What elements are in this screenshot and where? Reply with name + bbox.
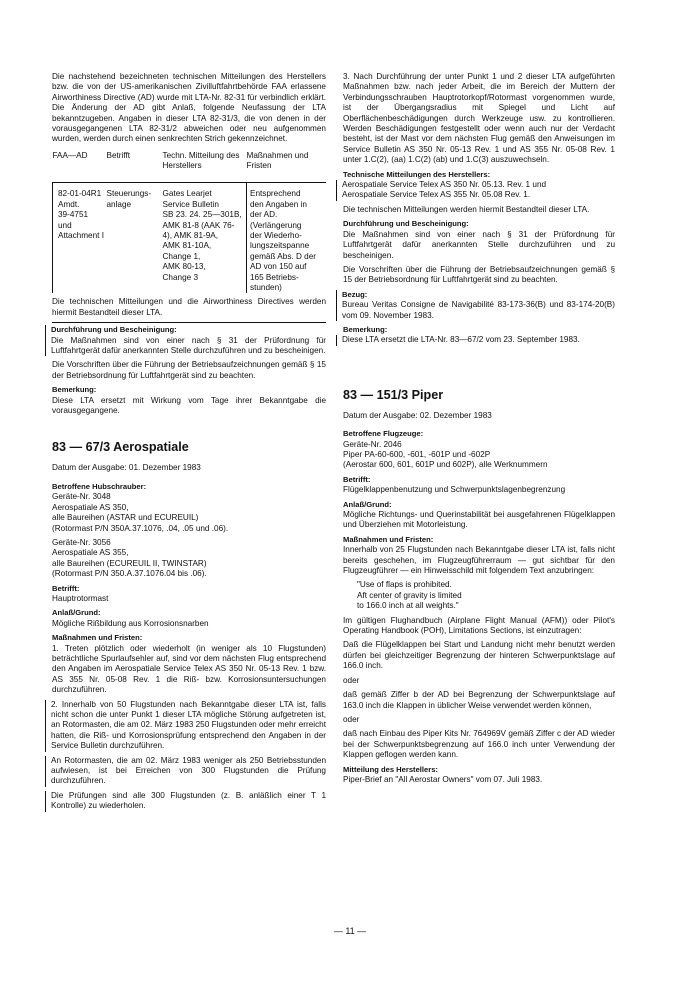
paragraph: oder bbox=[343, 675, 360, 685]
after-table-text: Die technischen Mitteilungen und die Airworthiness Directives werden hiermit Bestandteil dieser LTA. bbox=[52, 297, 326, 317]
paragraph: Mögliche Richtungs- und Querinstabilität bei ausgefahrenen Flügelklappen und Überziehen mit Motorleistung. bbox=[343, 510, 615, 530]
table-header: Betrifft bbox=[106, 150, 131, 160]
paragraph: Daß die Flügelklappen bei Start und Landung nicht mehr benutzt werden dürfen bei gleichzeitiger Begrenzung der hinteren Schwerpunktslage auf 166.0 inch. bbox=[343, 640, 615, 671]
section-label: Maßnahmen und Fristen: bbox=[343, 534, 434, 544]
paragraph: Diese LTA ersetzt die LTA-Nr. 83—67/2 vom 23. September 1983. bbox=[336, 335, 615, 345]
section-label: Betroffene Hubschrauber: bbox=[52, 481, 147, 491]
paragraph: oder bbox=[343, 714, 360, 724]
section-label: Durchführung und Bescheinigung: bbox=[343, 219, 469, 229]
table-header: Techn. Mitteilung des Herstellers bbox=[162, 150, 240, 171]
paragraph: Die Vorschriften über die Führung der Betriebsaufzeichnungen gemäß § 15 der Betriebsordnung für Luftfahrtgerät sind zu beachten. bbox=[343, 264, 615, 285]
paragraph: Innerhalb von 25 Flugstunden nach Bekanntgabe dieser LTA ist, falls nicht bereits geschehen, im Flugzeugführerraum — gut sichtbar für den Flugzeugführer — ein Hinweisschild mit folgendem Text anzubringen: bbox=[343, 545, 615, 576]
paragraph: Diese LTA ersetzt mit Wirkung vom Tage ihrer Bekanntgabe die vorausgegangene. bbox=[52, 395, 326, 416]
paragraph: Bureau Veritas Consigne de Navigabilité 83-173-36(B) und 83-174-20(B) vom 09. November 1983. bbox=[342, 300, 615, 320]
paragraph: Die Vorschriften über die Führung der Betriebsaufzeichnungen gemäß § 15 der Betriebsordnung für Luftfahrtgerät sind zu beachten. bbox=[52, 360, 326, 380]
section-label: Bezug: bbox=[342, 289, 368, 299]
table-cell: Entsprechend den Angaben in der AD. (Verlängerung der Wiederho- lungszeitspanne gemäß Abs. D der AD von 150 auf 165 Betriebs- stunden) bbox=[250, 189, 316, 292]
section-heading: 83 — 151/3 Piper bbox=[343, 387, 444, 402]
paragraph: Geräte-Nr. 2046 Piper PA-60-600, -601, -601P und -602P (Aerostar 600, 601, 601P und 602P), alle Werknummern bbox=[343, 439, 548, 470]
table-cell: 82-01-04R1 Amdt. 39-4751 und Attachment I bbox=[53, 183, 107, 294]
paragraph: Hauptrotormast bbox=[52, 593, 109, 603]
left-column bbox=[52, 72, 326, 816]
section-label: Maßnahmen und Fristen: bbox=[52, 633, 143, 643]
section-label: Mitteilung des Herstellers: bbox=[343, 764, 438, 774]
section-label: Bemerkung: bbox=[52, 385, 97, 395]
table-header-row bbox=[53, 151, 327, 183]
paragraph: An Rotormasten, die am 02. März 1983 weniger als 250 Betriebsstunden aufwiesen, ist bei Erreichen von 300 Flugstunden die Prüfung durchzuführen. bbox=[45, 756, 326, 787]
placard-quote: "Use of flaps is prohibited. Aft center of gravity is limited to 166.0 inch at all weights." bbox=[357, 580, 462, 611]
paragraph: Piper-Brief an "All Aerostar Owners" vom 07. Juli 1983. bbox=[343, 774, 543, 784]
issue-date: Datum der Ausgabe: 02. Dezember 1983 bbox=[343, 410, 492, 420]
paragraph: Flügelklappenbenutzung und Schwerpunktslagenbegrenzung bbox=[343, 485, 566, 495]
section-label: Betrifft: bbox=[52, 583, 80, 593]
table-header: FAA—AD bbox=[52, 150, 88, 160]
paragraph: 2. Innerhalb von 50 Flugstunden nach Bekanntgabe dieser LTA ist, falls nicht schon die unter Punkt 1 dieser LTA mögliche Störung aufgetreten ist, an Rotormasten, die am 02. März 1983 250 Flugstunden oder mehr erreicht hatten, die Riß- und Korrosionsprüfung entsprechend den Angaben in der Service Bulletin durchzuführen. bbox=[45, 700, 326, 752]
issue-date: Datum der Ausgabe: 01. Dezember 1983 bbox=[52, 463, 201, 473]
intro-paragraph: Die nachstehend bezeichneten technischen Mitteilungen des Herstellers bzw. die von der US-amerikanischen Zivilluftfahrtbehörde FAA erlassene Airworthiness Directive (AD) wurde mit LTA-Nr. 82-31 für verbindlich erklärt. Die Änderung der AD gibt Anlaß, folgende Neufassung der LTA bekanntzugeben. Angaben in dieser LTA 82-31/3, die von denen in der vorausgegangenen LTA 82-31/2 abweichen oder neu aufgenommen wurden, werden durch einen senkrechten Strich gekennzeichnet. bbox=[52, 72, 326, 144]
section-label: Anlaß/Grund: bbox=[52, 608, 101, 618]
table-header: Maßnahmen und Fristen bbox=[246, 150, 309, 171]
table-row bbox=[53, 183, 327, 294]
section-label: Technische Mitteilungen des Herstellers: bbox=[343, 169, 491, 179]
paragraph: Aerospatiale Service Telex AS 350 Nr. 05.13. Rev. 1 und Aerospatiale Service Telex AS 355 Nr. 05.08 Rev. 1. bbox=[336, 180, 615, 201]
paragraph: Im gültigen Flughandbuch (Airplane Flight Manual (AFM)) oder Pilot's Operating Handbook (POH), Limitations Sections, ist einzutragen: bbox=[343, 615, 615, 636]
page-number: — 11 — bbox=[333, 926, 367, 936]
paragraph: Die Prüfungen sind alle 300 Flugstunden (z. B. anläßlich einer T 1 Kontrolle) zu wiederholen. bbox=[45, 791, 326, 812]
paragraph: daß nach Einbau des Piper Kits Nr. 764969V gemäß Ziffer c der AD wieder bei der Schwerpunktsbegrenzung auf 166.0 inch unter Verwendung der Klappen geflogen werden kann. bbox=[343, 729, 615, 760]
paragraph: 1. Treten plötzlich oder wiederholt (in weniger als 10 Flugstunden) beträchtliche Spurlaufsehler auf, sind vor dem nächsten Flug entsprechend den Angaben im Aerospatiale Service Telex AS 350 Nr. 05-13 Rev. 1 bzw. AS 355 Nr. 05-08 Rev. 1 die Riß- bzw. Korrosionsuntersuchungen durchzuführen. bbox=[52, 643, 326, 695]
paragraph: Geräte-Nr. 3048 Aerospatiale AS 350, alle Baureihen (ASTAR und ECUREUIL) (Rotormast P/N 350A.37.1076, .04, .05 und .06). bbox=[52, 492, 229, 533]
paragraph: Die Maßnahmen sind von einer nach § 31 der Prüfordnung für Luftfahrtgerät dafür anerkannten Stelle durchzuführen und zu bescheinigen. bbox=[343, 229, 615, 260]
paragraph: daß gemäß Ziffer b der AD bei Begrenzung der Schwerpunktslage auf 163.0 inch die Klappen in üblicher Weise verwendet werden können, bbox=[343, 690, 615, 710]
table-cell: Gates Learjet Service Bulletin SB 23. 24. 25—301B, AMK 81-8 (AAK 76- 4), AMK 81-9A, AMK 81-10A, Change 1, AMK 80-13, Change 3 bbox=[163, 183, 247, 294]
table-cell: Steuerungs- anlage bbox=[106, 189, 152, 209]
lta-table bbox=[52, 151, 326, 294]
paragraph: Geräte-Nr. 3056 Aerospatiale AS 355, alle Baureihen (ECUREUIL II, TWINSTAR) (Rotormast P/N 350.A.37.1076.04 bis .06). bbox=[52, 537, 207, 579]
right-column bbox=[343, 72, 615, 789]
paragraph: 3. Nach Durchführung der unter Punkt 1 und 2 dieser LTA aufgeführten Maßnahmen bzw. nach jeder Arbeit, die im Bereich der Muttern der Verbindungsschrauben Hauptrotorkopf/Rotormast vorgenommen wurde, ist der Übergangsradius mit Spiegel und Licht auf Oberflächenbeschädigungen durch Werkzeuge usw. zu kontrollieren. Werden Beschädigungen festgestellt oder wenn auch nur der Verdacht besteht, ist der Mast vor dem nächsten Flug gemäß den Anweisungen im Service Bulletin AS 350 Nr. 05-13 Rev. 1 und AS 355 Nr. 05-08 Rev. 1 unter 1.C(2), (aa) 1.C(2) (ab) und 1.C(3) auszuwechseln. bbox=[343, 72, 615, 165]
section-label: Betrifft: bbox=[343, 474, 371, 484]
section-label: Bemerkung: bbox=[343, 324, 388, 334]
paragraph: Die Maßnahmen sind von einer nach § 31 der Prüfordnung für Luftfahrtgerät dafür anerkannten Stelle durchzuführen und zu bescheinigen. bbox=[51, 335, 326, 356]
section-label: Anlaß/Grund: bbox=[343, 499, 392, 509]
paragraph: Mögliche Rißbildung aus Korrosionsnarben bbox=[52, 618, 209, 628]
section-heading: 83 — 67/3 Aerospatiale bbox=[52, 440, 189, 455]
paragraph: Die technischen Mitteilungen werden hiermit Bestandteil dieser LTA. bbox=[343, 204, 590, 214]
section-label: Durchführung und Bescheinigung: bbox=[51, 325, 177, 335]
divider bbox=[52, 322, 326, 323]
section-label: Betroffene Flugzeuge: bbox=[343, 429, 424, 439]
